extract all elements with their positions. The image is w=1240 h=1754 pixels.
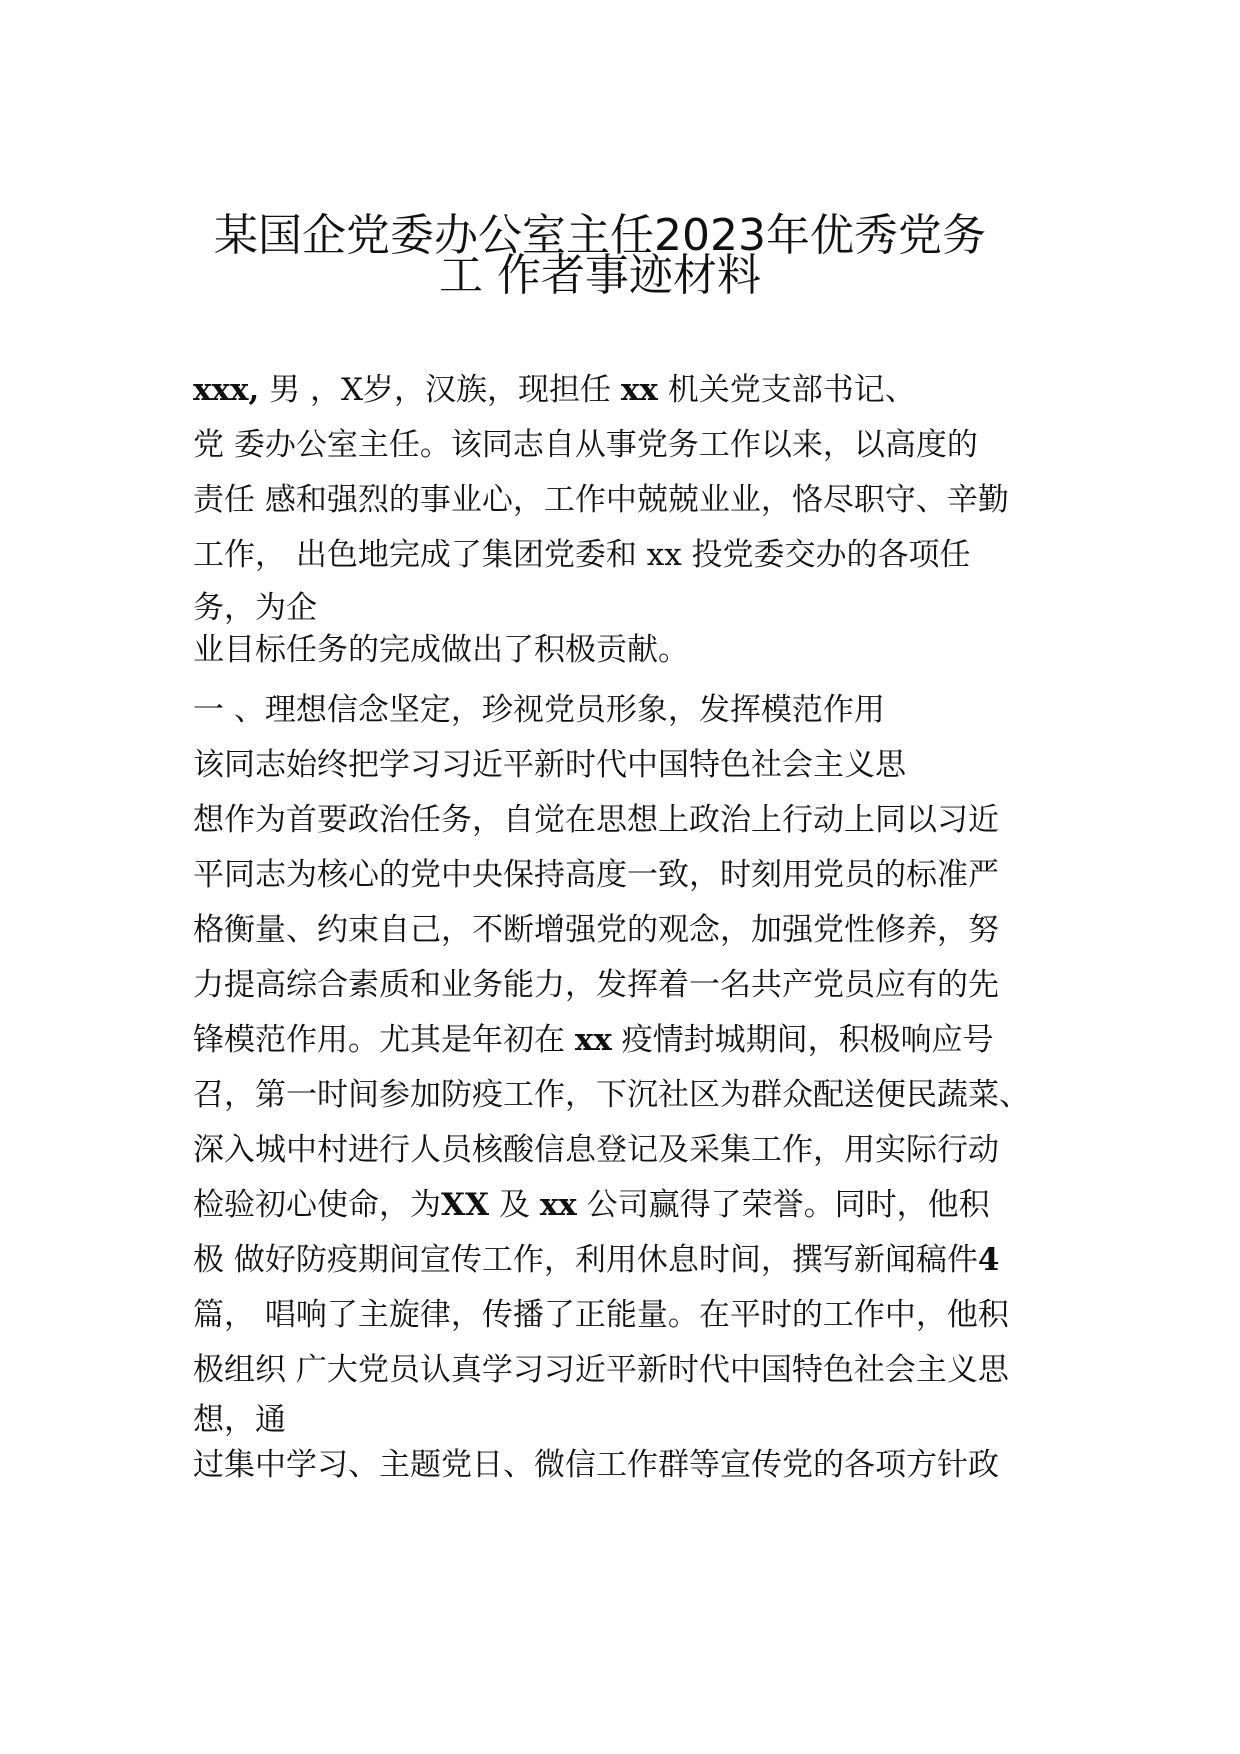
text-segment: 机关党支部书记、 (657, 372, 916, 408)
text-segment: 力提高综合素质和业务能力，发挥着一名共产党员应有的先 (193, 967, 999, 1003)
paragraph-line (193, 1020, 1073, 1060)
text-segment: 党 委办公室主任。该同志自从事党务工作以来，以高度的 (193, 427, 978, 463)
paragraph-line (193, 480, 1073, 520)
text-segment: 锋模范作用。尤其是年初在 (193, 1022, 575, 1058)
paragraph-line (193, 535, 1073, 575)
paragraph-line (193, 1075, 1073, 1115)
text-segment: 业目标任务的完成做出了积极贡献。 (193, 632, 689, 668)
paragraph-line (193, 425, 1073, 465)
text-segment: 过集中学习、主题党日、微信工作群等宣传党的各项方针政 (193, 1447, 999, 1483)
paragraph-line (193, 1445, 1073, 1485)
text-segment: xx (539, 1187, 577, 1223)
text-segment: 平同志为核心的党中央保持高度一致，时刻用党员的标准严 (193, 857, 999, 893)
text-segment: 该同志始终把学习习近平新时代中国特色社会主义思 (193, 747, 906, 783)
text-segment: 责任 感和强烈的事业心，工作中兢兢业业，恪尽职守、辛勤 (193, 482, 1009, 518)
document-title-line-2: 工 作者事迹材料 (439, 250, 761, 301)
text-segment: 召，第一时间参加防疫工作，下沉社区为群众配送便民蔬菜、 (193, 1077, 1030, 1113)
text-segment: 深入城中村进行人员核酸信息登记及采集工作，用实际行动 (193, 1132, 999, 1168)
text-segment: 工作， 出色地完成了集团党委和 xx 投党委交办的各项任 (193, 537, 971, 573)
text-segment: 公司赢得了荣誉。同时，他积 (576, 1187, 990, 1223)
paragraph-line (193, 1240, 1073, 1280)
text-segment: 男 ，X岁，汉族，现担任 (259, 372, 621, 408)
paragraph-line (193, 588, 1073, 628)
paragraph-line (193, 370, 1073, 410)
text-segment: 疫情封城期间，积极响应号 (611, 1022, 994, 1058)
text-segment: 务，为企 (193, 590, 317, 626)
paragraph-line (193, 965, 1073, 1005)
text-segment: xx (620, 372, 658, 408)
paragraph-line (193, 1185, 1073, 1225)
text-segment: 极 做好防疫期间宣传工作，利用休息时间，撰写新闻稿件 (193, 1242, 978, 1278)
paragraph-line (193, 745, 1073, 785)
text-segment: 检验初心使命，为 (193, 1187, 441, 1223)
document-title-line-1: 某国企党委办公室主任2023年优秀党务 (214, 210, 986, 261)
paragraph-line (193, 910, 1073, 950)
paragraph-line (193, 1350, 1073, 1390)
paragraph-line (193, 855, 1073, 895)
text-segment: 4 (977, 1242, 1000, 1278)
paragraph-line (193, 1295, 1073, 1335)
text-segment: XX (441, 1187, 490, 1223)
paragraph-line (193, 800, 1073, 840)
paragraph-line (193, 630, 1073, 670)
text-segment: 格衡量、约束自己，不断增强党的观念，加强党性修养，努 (193, 912, 999, 948)
text-segment: xxx, (193, 372, 260, 408)
text-segment: 想，通 (193, 1402, 286, 1438)
text-segment: xx (574, 1022, 612, 1058)
paragraph-line (193, 1130, 1073, 1170)
text-segment: 极组织 广大党员认真学习习近平新时代中国特色社会主义思 (193, 1352, 1009, 1388)
text-segment: 篇， 唱响了主旋律，传播了正能量。在平时的工作中，他积 (193, 1297, 1009, 1333)
text-segment: 想作为首要政治任务，自觉在思想上政治上行动上同以习近 (193, 802, 999, 838)
text-segment: 及 (489, 1187, 540, 1223)
paragraph-line (193, 690, 1073, 730)
text-segment: 一 、理想信念坚定，珍视党员形象，发挥模范作用 (193, 692, 885, 728)
paragraph-line (193, 1400, 1073, 1440)
